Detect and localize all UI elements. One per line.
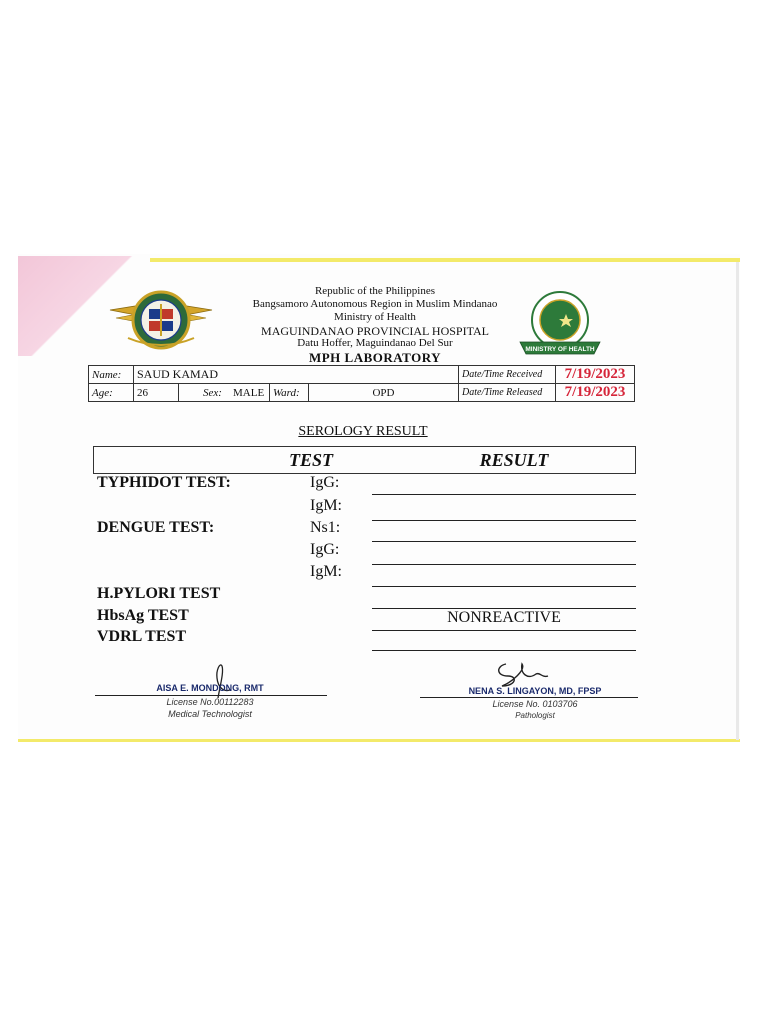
left-signatory-title: Medical Technologist [168,709,252,719]
typhidot-igg-result-line [372,494,636,495]
yellow-edge-bottom [18,739,740,742]
right-signatory-license: License No. 0103706 [492,699,578,709]
dengue-igm-label: IgM: [310,563,342,580]
header-country: Republic of the Philippines [314,285,436,297]
vdrl-test: VDRL TEST [97,628,187,645]
hbsag-test: HbsAg TEST [97,607,189,624]
patient-age: 26 [134,384,179,402]
patient-sex: MALE [233,386,265,399]
dengue-igg-result-line [372,564,636,565]
header-ministry: Ministry of Health [334,311,416,323]
vdrl-result-line [372,650,636,651]
hospital-seal-logo [108,288,214,354]
released-date: 7/19/2023 [556,384,635,402]
right-signatory-title: Pathologist [515,711,555,720]
patient-info-table [88,365,635,402]
serology-header-box [93,446,636,474]
right-signature-line [420,697,638,698]
patient-name: SAUD KAMAD [134,366,459,384]
typhidot-test: TYPHIDOT TEST: [97,474,231,491]
received-date: 7/19/2023 [556,366,635,384]
left-signature-line [95,695,327,696]
header-lab: MPH LABORATORY [308,350,442,365]
patient-row-1 [89,366,635,384]
hbsag-result: NONREACTIVE [447,609,561,626]
dengue-igm-result-line [372,586,636,587]
right-signatory-name: NENA S. LINGAYON, MD, FPSP [468,686,602,696]
yellow-edge-top [150,258,740,262]
released-label: Date/Time Released [459,384,556,402]
ward-label: Ward: [270,384,309,402]
patient-ward: OPD [309,384,459,402]
typhidot-igm-result-line [372,520,636,521]
left-signatory-name: AISA E. MONDONG, RMT [156,683,264,693]
hbsag-result-line [372,630,636,631]
dengue-ns1-label: Ns1: [310,519,341,536]
header-region: Bangsamoro Autonomous Region in Muslim Mindanao [252,298,498,310]
header-hospital: MAGUINDANAO PROVINCIAL HOSPITAL [261,324,489,338]
typhidot-igg-label: IgG: [310,474,340,491]
dengue-test: DENGUE TEST: [97,519,215,536]
sex-cell [179,384,270,402]
patient-row-2 [89,384,635,402]
age-label: Age: [89,384,134,402]
ministry-of-health-logo [514,290,606,358]
col-result-heading: RESULT [479,450,549,470]
name-label: Name: [89,366,134,384]
serology-title: SEROLOGY RESULT [298,424,428,439]
dengue-ns1-result-line [372,541,636,542]
typhidot-igm-label: IgM: [310,497,342,514]
sex-label: Sex: [203,386,222,399]
left-signature-scribble [200,662,240,702]
header-address: Datu Hoffer, Maguindanao Del Sur [297,337,453,349]
ministry-logo-text: MINISTRY OF HEALTH [525,346,595,353]
hpylori-test: H.PYLORI TEST [97,585,221,602]
col-test-heading: TEST [288,450,333,470]
dengue-igg-label: IgG: [310,541,340,558]
left-signatory-license: License No.00112283 [166,697,254,707]
received-label: Date/Time Received [459,366,556,384]
paper-edge-right [736,262,739,740]
